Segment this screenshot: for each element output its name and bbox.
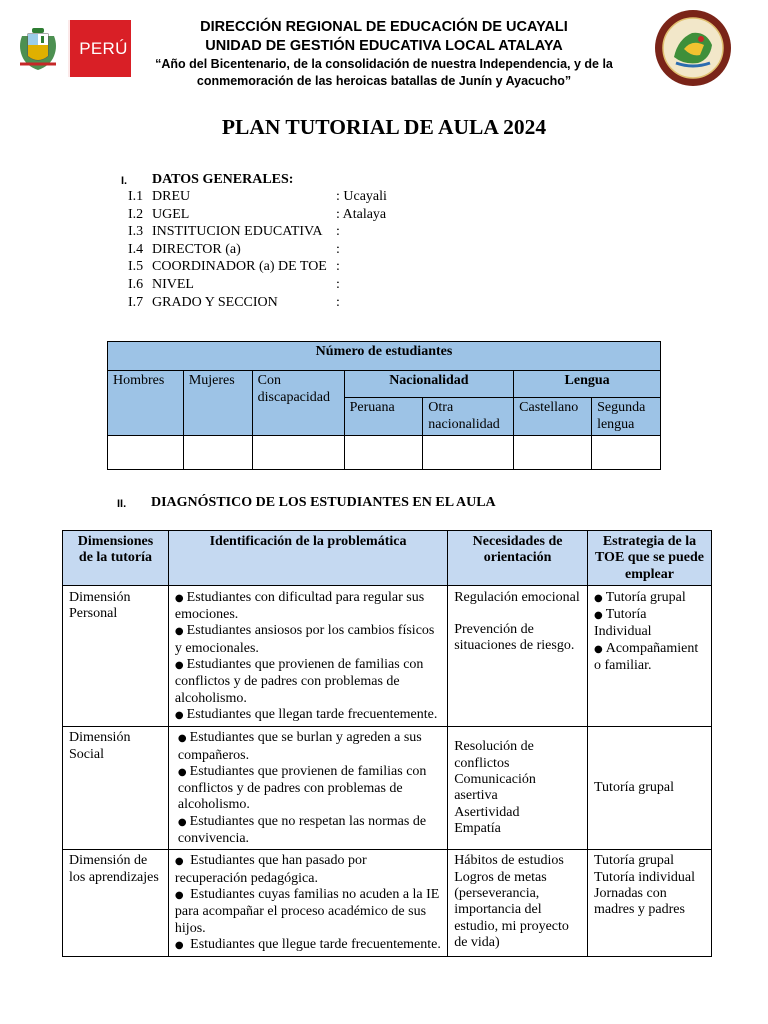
peru-coat-of-arms-icon	[16, 26, 60, 74]
header-otra-nacionalidad: Otra nacionalidad	[423, 398, 514, 436]
strategy-cell	[588, 585, 712, 726]
cell-hombres[interactable]	[108, 436, 184, 470]
header-year-motto-2: conmemoración de las heroicas batallas de Junín y Ayacucho”	[196, 73, 572, 88]
ugel-atalaya-seal-icon	[654, 9, 732, 87]
needs-cell	[448, 727, 588, 850]
general-data-row	[128, 259, 428, 277]
strategy-item: Tutoría grupal	[594, 853, 674, 869]
general-data-row	[128, 207, 428, 225]
bullet-icon: ●	[177, 733, 187, 745]
students-table-title: Número de estudiantes	[108, 342, 661, 371]
diagnosis-table	[62, 530, 712, 957]
header-lengua: Lengua	[514, 371, 661, 398]
strategy-item: Jornadas con madres y padres	[594, 885, 685, 918]
bullet-icon: ●	[174, 626, 184, 638]
item-number: I.2	[128, 206, 144, 222]
header-peruana: Peruana	[344, 398, 423, 436]
item-value: :	[336, 294, 340, 310]
need-item: Empatía	[454, 820, 501, 836]
need-item: Resolución de conflictos	[454, 739, 534, 771]
problem-item	[178, 814, 441, 848]
problem-item	[175, 657, 441, 707]
header-castellano: Castellano	[514, 398, 592, 436]
header-problematica: Identificación de la problemática	[168, 531, 447, 586]
need-item: Asertividad	[454, 804, 520, 820]
general-data-row	[128, 242, 428, 260]
cell-mujeres[interactable]	[183, 436, 252, 470]
header-year-motto-1: “Año del Bicentenario, de la consolidación de nuestra Independencia, y de la	[155, 57, 613, 71]
need-item: Regulación emocional	[454, 589, 580, 605]
cell-castellano[interactable]	[514, 436, 592, 470]
strategy-item	[594, 607, 705, 641]
cell-otra-nacionalidad[interactable]	[423, 436, 514, 470]
problem-text: Estudiantes que han pasado por recuperación pedagógica.	[174, 853, 367, 886]
problem-item	[175, 590, 441, 624]
section-1-heading: DATOS GENERALES:	[152, 172, 294, 187]
problem-text: Estudiantes que llegue tarde frecuentemente.	[190, 936, 441, 952]
problem-item	[175, 887, 441, 937]
problems-cell	[168, 727, 447, 850]
problem-text: Estudiantes ansiosos por los cambios físicos y emocionales.	[174, 623, 435, 656]
section-1-number: I.	[121, 175, 128, 187]
problem-text: Estudiantes que no respetan las normas de convivencia.	[177, 813, 427, 847]
general-data-row	[128, 189, 428, 207]
strategy-item: Tutoría individual	[594, 869, 695, 885]
item-label: NIVEL	[152, 276, 194, 292]
item-label: INSTITUCION EDUCATIVA	[152, 224, 323, 240]
bullet-icon: ●	[594, 610, 603, 622]
cell-discapacidad[interactable]	[252, 436, 344, 470]
item-label: DIRECTOR (a)	[152, 241, 241, 257]
institution-header	[150, 18, 618, 89]
problem-item	[178, 730, 441, 764]
item-value: :	[336, 224, 340, 240]
strategy-text: Tutoría Individual	[594, 607, 652, 640]
header-ugel: UNIDAD DE GESTIÓN EDUCATIVA LOCAL ATALAYA	[205, 38, 563, 54]
item-value: :	[336, 241, 340, 257]
document-title: PLAN TUTORIAL DE AULA 2024	[221, 115, 547, 139]
problem-item	[178, 764, 441, 814]
bullet-icon: ●	[177, 766, 187, 778]
bullet-icon: ●	[174, 592, 184, 604]
strategy-cell	[588, 850, 712, 957]
bullet-icon: ●	[594, 592, 603, 604]
problem-item	[175, 707, 441, 724]
bullet-icon: ●	[174, 889, 184, 901]
strategy-cell: Tutoría grupal	[588, 727, 712, 850]
header-segunda-lengua: Segunda lengua	[592, 398, 661, 436]
item-number: I.4	[128, 241, 144, 257]
bullet-icon: ●	[174, 660, 184, 672]
needs-cell	[448, 585, 588, 726]
dimension-cell: Dimensión Social	[63, 727, 169, 850]
item-value: : Ucayali	[336, 189, 387, 204]
problem-text: Estudiantes que provienen de familias con conflictos y de padres con problemas de alcoholismo.	[177, 763, 427, 813]
problem-text: Estudiantes que provienen de familias con conflictos y de padres con problemas de alcoholismo.	[174, 657, 424, 706]
strategy-item	[594, 641, 705, 675]
need-item: Logros de metas (perseverancia, importancia del estudio, mi proyecto de vida)	[454, 869, 569, 950]
item-value: :	[336, 276, 340, 292]
cell-peruana[interactable]	[344, 436, 423, 470]
problem-text: Estudiantes que se burlan y agreden a sus compañeros.	[177, 730, 422, 763]
bullet-icon: ●	[594, 643, 603, 655]
general-data-row	[128, 224, 428, 242]
item-value: : Atalaya	[336, 206, 387, 222]
general-data-row	[128, 295, 428, 313]
header-nacionalidad: Nacionalidad	[344, 371, 514, 398]
problem-text: Estudiantes cuyas familias no acuden a la IE para acompañar el proceso académico de sus hijos.	[174, 886, 440, 936]
item-label: UGEL	[152, 206, 190, 222]
problems-cell	[168, 585, 447, 726]
item-label: GRADO Y SECCION	[152, 294, 278, 310]
strategy-text: Tutoría grupal	[605, 589, 686, 605]
header-regional-direction: DIRECCIÓN REGIONAL DE EDUCACIÓN DE UCAYALI	[200, 19, 568, 35]
dimension-cell: Dimensión de los aprendizajes	[63, 850, 169, 957]
header-hombres: Hombres	[108, 371, 184, 436]
item-number: I.6	[128, 276, 144, 292]
need-item: Comunicación asertiva	[454, 772, 536, 804]
problems-cell	[168, 850, 447, 957]
header-mujeres: Mujeres	[183, 371, 252, 436]
bullet-icon: ●	[177, 816, 187, 828]
strategy-item	[594, 590, 705, 607]
item-number: I.1	[128, 189, 144, 204]
header-dimensiones: Dimensiones de la tutoría	[63, 531, 169, 586]
strategy-text: Acompañamient o familiar.	[594, 640, 699, 674]
problem-item	[175, 937, 441, 954]
problem-item	[175, 623, 441, 657]
item-number: I.3	[128, 224, 144, 240]
section-2-heading: DIAGNÓSTICO DE LOS ESTUDIANTES EN EL AULA	[151, 495, 496, 510]
need-item: Hábitos de estudios	[454, 853, 564, 869]
bullet-icon: ●	[174, 856, 184, 868]
problem-item	[175, 853, 441, 887]
general-data-list	[128, 189, 428, 312]
need-item: Prevención de situaciones de riesgo.	[454, 622, 575, 654]
header-estrategia: Estrategia de la TOE que se puede emplear	[588, 531, 712, 586]
header-necesidades: Necesidades de orientación	[448, 531, 588, 586]
dimension-cell: Dimensión Personal	[63, 585, 169, 726]
section-2-number: II.	[117, 498, 127, 510]
bullet-icon: ●	[174, 939, 184, 951]
cell-segunda-lengua[interactable]	[592, 436, 661, 470]
bullet-icon: ●	[174, 709, 184, 721]
problem-text: Estudiantes con dificultad para regular sus emociones.	[174, 589, 425, 623]
needs-cell	[448, 850, 588, 957]
item-label: COORDINADOR (a) DE TOE	[152, 259, 327, 275]
item-number: I.7	[128, 294, 144, 310]
peru-brand-logo: PERÚ	[68, 20, 131, 77]
header-discapacidad: Con discapacidad	[252, 371, 344, 436]
item-label: DREU	[152, 189, 191, 204]
item-number: I.5	[128, 259, 144, 275]
general-data-row	[128, 277, 428, 295]
item-value: :	[336, 259, 340, 275]
problem-text: Estudiantes que llegan tarde frecuentemente.	[186, 706, 438, 722]
students-count-table	[107, 341, 661, 470]
